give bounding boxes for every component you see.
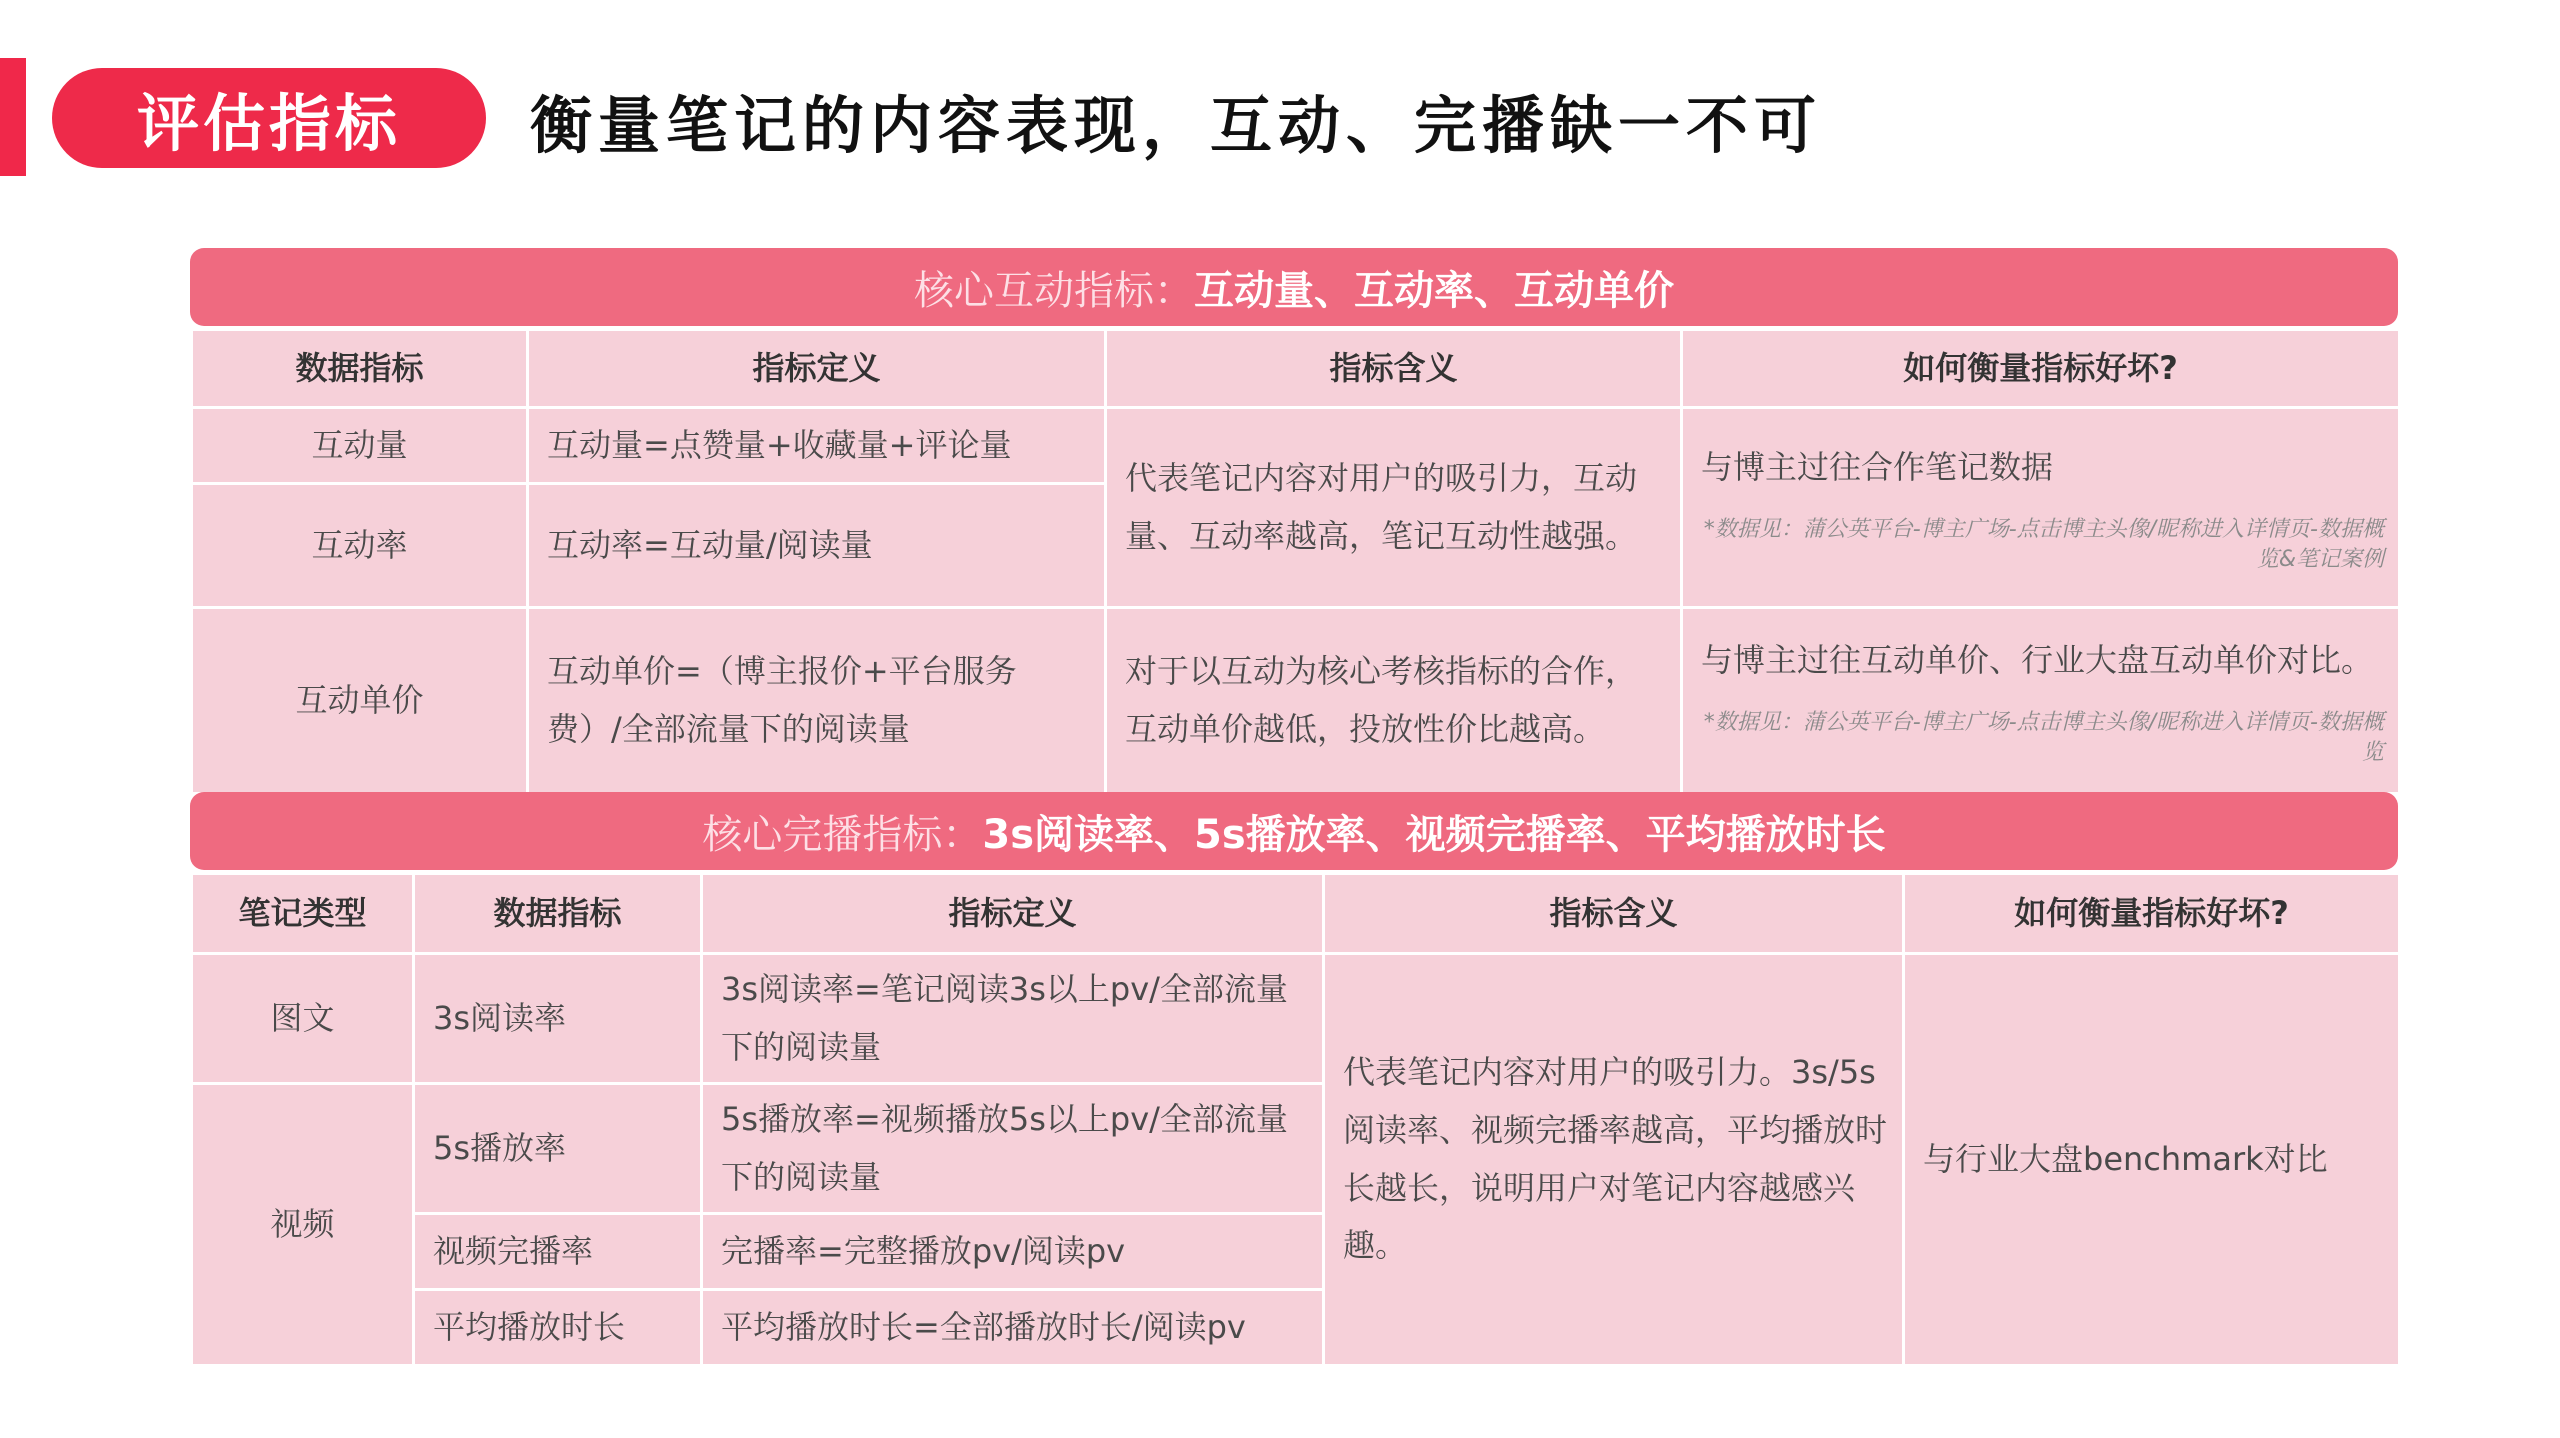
data-source-note: *数据见：蒲公英平台-博主广场-点击博主头像/昵称进入详情页-数据概览 (1703, 709, 2384, 766)
column-header: 数据指标 (192, 330, 528, 408)
definition-cell: 5s播放率=视频播放5s以上pv/全部流量下的阅读量 (702, 1084, 1324, 1214)
banner-metrics: 3s阅读率、5s播放率、视频完播率、平均播放时长 (982, 811, 1886, 858)
column-header: 数据指标 (414, 874, 702, 954)
accent-bar (0, 58, 26, 176)
definition-cell: 互动单价=（博主报价+平台服务费）/全部流量下的阅读量 (528, 608, 1106, 794)
table-row (192, 408, 2400, 484)
banner-metrics: 互动量、互动率、互动单价 (1194, 267, 1674, 314)
table-row (192, 608, 2400, 794)
evaluate-cell (1682, 408, 2400, 608)
meaning-cell: 对于以互动为核心考核指标的合作，互动单价越低，投放性价比越高。 (1106, 608, 1682, 794)
definition-cell: 完播率=完整播放pv/阅读pv (702, 1214, 1324, 1290)
evaluate-text: 与博主过往互动单价、行业大盘互动单价对比。 (1701, 640, 2374, 679)
metric-cell: 平均播放时长 (414, 1290, 702, 1366)
column-header: 指标定义 (702, 874, 1324, 954)
column-header: 笔记类型 (192, 874, 414, 954)
completion-banner (190, 792, 2398, 870)
note-type-cell: 图文 (192, 954, 414, 1084)
column-header: 指标定义 (528, 330, 1106, 408)
column-header: 指标含义 (1106, 330, 1682, 408)
column-header: 指标含义 (1324, 874, 1904, 954)
definition-cell: 互动量=点赞量+收藏量+评论量 (528, 408, 1106, 484)
metric-cell: 5s播放率 (414, 1084, 702, 1214)
note-type-cell: 视频 (192, 1084, 414, 1366)
metric-cell: 互动率 (192, 484, 528, 608)
metric-cell: 3s阅读率 (414, 954, 702, 1084)
page-title: 衡量笔记的内容表现，互动、完播缺一不可 (530, 88, 1823, 162)
interaction-table (190, 328, 2401, 795)
completion-table (190, 872, 2401, 1367)
interaction-banner (190, 248, 2398, 326)
table-header-row (192, 330, 2400, 408)
evaluate-cell: 与行业大盘benchmark对比 (1904, 954, 2400, 1366)
banner-lead: 核心互动指标： (914, 267, 1194, 314)
column-header: 如何衡量指标好坏? (1904, 874, 2400, 954)
evaluate-cell (1682, 608, 2400, 794)
meaning-cell: 代表笔记内容对用户的吸引力，互动量、互动率越高，笔记互动性越强。 (1106, 408, 1682, 608)
table-header-row (192, 874, 2400, 954)
table-row (192, 954, 2400, 1084)
definition-cell: 3s阅读率=笔记阅读3s以上pv/全部流量下的阅读量 (702, 954, 1324, 1084)
metric-cell: 互动量 (192, 408, 528, 484)
evaluate-text: 与博主过往合作笔记数据 (1701, 447, 2054, 486)
column-header: 如何衡量指标好坏? (1682, 330, 2400, 408)
data-source-note: *数据见：蒲公英平台-博主广场-点击博主头像/昵称进入详情页-数据概览&笔记案例 (1703, 516, 2384, 573)
banner-lead: 核心完播指标： (702, 811, 983, 858)
definition-cell: 平均播放时长=全部播放时长/阅读pv (702, 1290, 1324, 1366)
metric-cell: 互动单价 (192, 608, 528, 794)
definition-cell: 互动率=互动量/阅读量 (528, 484, 1106, 608)
section-tag: 评估指标 (52, 68, 486, 168)
meaning-cell: 代表笔记内容对用户的吸引力。3s/5s阅读率、视频完播率越高，平均播放时长越长，说明用户对笔记内容越感兴趣。 (1324, 954, 1904, 1366)
metric-cell: 视频完播率 (414, 1214, 702, 1290)
